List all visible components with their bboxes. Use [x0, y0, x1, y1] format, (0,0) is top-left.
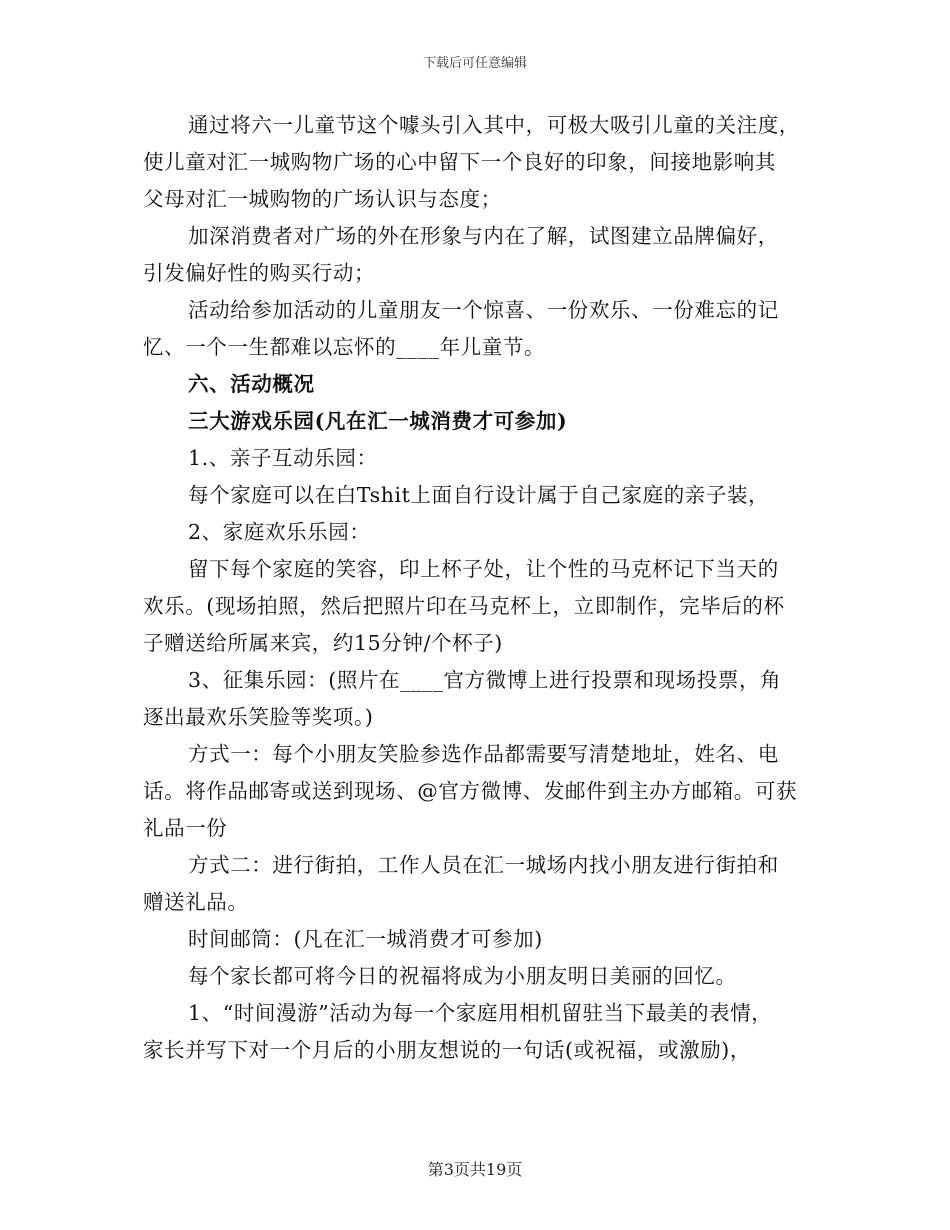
document-body: [143, 107, 808, 1069]
page-header: 下载后可任意编辑: [422, 56, 527, 71]
paragraph-line: 方式二：进行街拍，工作人员在汇一城场内找小朋友进行街拍和: [188, 853, 779, 877]
section-heading-line: 三大游戏乐园(凡在汇一城消费才可参加): [188, 409, 568, 433]
page-footer: 第3页共19页: [427, 1160, 523, 1179]
paragraph-line: 1、“时间漫游”活动为每一个家庭用相机留驻当下最美的表情，: [188, 1001, 773, 1025]
paragraph-line: 使儿童对汇一城购物广场的心中留下一个良好的印象，间接地影响其: [143, 150, 776, 174]
paragraph-line: 礼品一份: [143, 816, 228, 840]
section-heading-line: 六、活动概况: [188, 372, 315, 396]
paragraph-line: 话。将作品邮寄或送到现场、@官方微博、发邮件到主办方邮箱。可获: [143, 779, 798, 803]
paragraph-line: 留下每个家庭的笑容，印上杯子处，让个性的马克杯记下当天的: [188, 557, 779, 581]
paragraph-line: 赠送礼品。: [143, 890, 249, 914]
paragraph-line: 2、家庭欢乐乐园：: [188, 520, 371, 544]
paragraph-line: 1.、亲子互动乐园：: [188, 446, 378, 470]
paragraph-line: 引发偏好性的购买行动；: [143, 261, 376, 285]
paragraph-line: 子赠送给所属来宾，约15分钟/个杯子): [143, 631, 503, 655]
paragraph-line: 每个家长都可将今日的祝福将成为小朋友明日美丽的回忆。: [188, 964, 737, 988]
paragraph-line: 时间邮筒：(凡在汇一城消费才可参加): [188, 927, 543, 951]
paragraph-line: 通过将六一儿童节这个噱头引入其中，可极大吸引儿童的关注度，: [188, 113, 800, 137]
paragraph-line: 父母对汇一城购物的广场认识与态度；: [143, 187, 502, 211]
paragraph-line: 方式一：每个小朋友笑脸参选作品都需要写清楚地址，姓名、电: [188, 742, 779, 766]
paragraph-line: 逐出最欢乐笑脸等奖项。): [143, 705, 374, 729]
paragraph-line: 欢乐。(现场拍照，然后把照片印在马克杯上，立即制作，完毕后的杯: [143, 594, 785, 618]
paragraph-line: 每个家庭可以在白Tshit上面自行设计属于自己家庭的亲子装，: [188, 483, 770, 507]
paragraph-line: 活动给参加活动的儿童朋友一个惊喜、一份欢乐、一份难忘的记: [188, 298, 779, 322]
paragraph-line: 忆、一个一生都难以忘怀的____年儿童节。: [143, 335, 546, 359]
paragraph-line: 加深消费者对广场的外在形象与内在了解，试图建立品牌偏好，: [188, 224, 779, 248]
paragraph-line: 3、征集乐园：(照片在____官方微博上进行投票和现场投票，角: [188, 668, 782, 692]
paragraph-line: 家长并写下对一个月后的小朋友想说的一句话(或祝福，或激励)，: [143, 1038, 751, 1062]
